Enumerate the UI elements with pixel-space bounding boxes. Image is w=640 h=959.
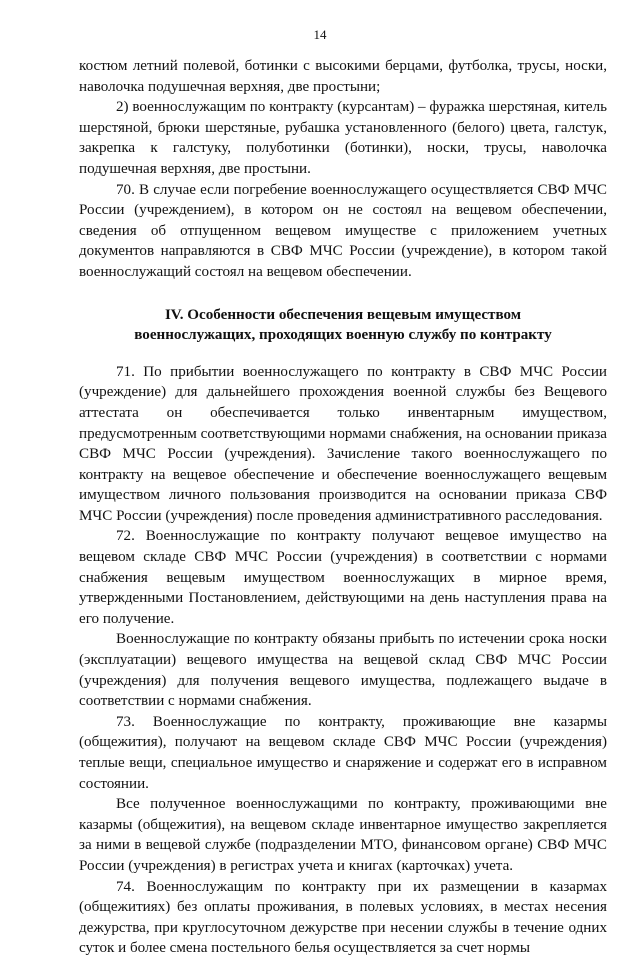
paragraph-clothing-continuation: костюм летний полевой, ботинки с высокими берцами, футболка, трусы, носки, наволочка подушечная верхняя, две простыни; — [79, 58, 607, 95]
section-heading-line-2: военнослужащих, проходящих военную службу по контракту — [134, 327, 552, 344]
paragraph-item-2: 2) военнослужащим по контракту (курсантам) – фуражка шерстяная, китель шерстяной, брюки шерстяные, рубашка установленного (белого) цвета, галстук, закрепка к галстуку, полуботинки (ботинки), носки, трусы, наволочка подушечная верхняя, две простыни. — [79, 99, 607, 177]
section-heading-line-1: IV. Особенности обеспечения вещевым имуществом — [164, 306, 522, 323]
paragraph-72: 72. Военнослужащие по контракту получают вещевое имущество на вещевом складе СВФ МЧС России (учреждения) в соответствии с нормами снабжения вещевым имуществом военнослужащих в мирное время, утвержденными Постановлением, действующими на день наступления права на его получение. — [79, 528, 607, 627]
section-heading — [79, 305, 607, 346]
page-number: 14 — [313, 27, 327, 42]
paragraph-70: 70. В случае если погребение военнослужащего осуществляется СВФ МЧС России (учреждением), в котором он не состоял на вещевом обеспечении, сведения об отпущенном вещевом имуществе с приложением учетных документов направляются в СВФ МЧС России (учреждение), в котором такой военнослужащий состоял на вещевом обеспечении. — [79, 181, 607, 280]
paragraph-71: 71. По прибытии военнослужащего по контракту в СВФ МЧС России (учреждение) для дальнейшего прохождения военной службы без Вещевого аттестата он обеспечивается только инвентарным имуществом, предусмотренным соответствующими нормами снабжения, на основании приказа СВФ МЧС России (учреждения). Зачисление такого военнослужащего по контракту на вещевое обеспечение и обеспечение военнослужащего вещевым имуществом личного пользования производится на основании приказа СВФ МЧС России (учреждения) после проведения административного расследования. — [79, 363, 607, 524]
paragraph-74: 74. Военнослужащим по контракту при их размещении в казармах (общежитиях) без оплаты проживания, в полевых условиях, в местах несения дежурства, при круглосуточном дежурстве при несении службы в течение одних суток и более смена постельного белья осуществляется за счет нормы — [79, 878, 607, 957]
document-body — [79, 56, 607, 959]
paragraph-73: 73. Военнослужащие по контракту, проживающие вне казармы (общежития), получают на вещевом складе СВФ МЧС России (учреждения) теплые вещи, специальное имущество и снаряжение и содержат его в исправном состоянии. — [79, 713, 607, 792]
paragraph-72-continued: Военнослужащие по контракту обязаны прибыть по истечении срока носки (эксплуатации) вещевого имущества на вещевой склад СВФ МЧС России (учреждения) для получения вещевого имущества, подлежащего выдаче в соответствии с нормами снабжения. — [79, 631, 607, 710]
paragraph-73-continued: Все полученное военнослужащими по контракту, проживающими вне казармы (общежития), на вещевом складе инвентарное имущество закрепляется за ними в вещевой службе (подразделении МТО, финансовом органе) СВФ МЧС России (учреждения) в регистрах учета и книгах (карточках) учета. — [79, 796, 607, 874]
